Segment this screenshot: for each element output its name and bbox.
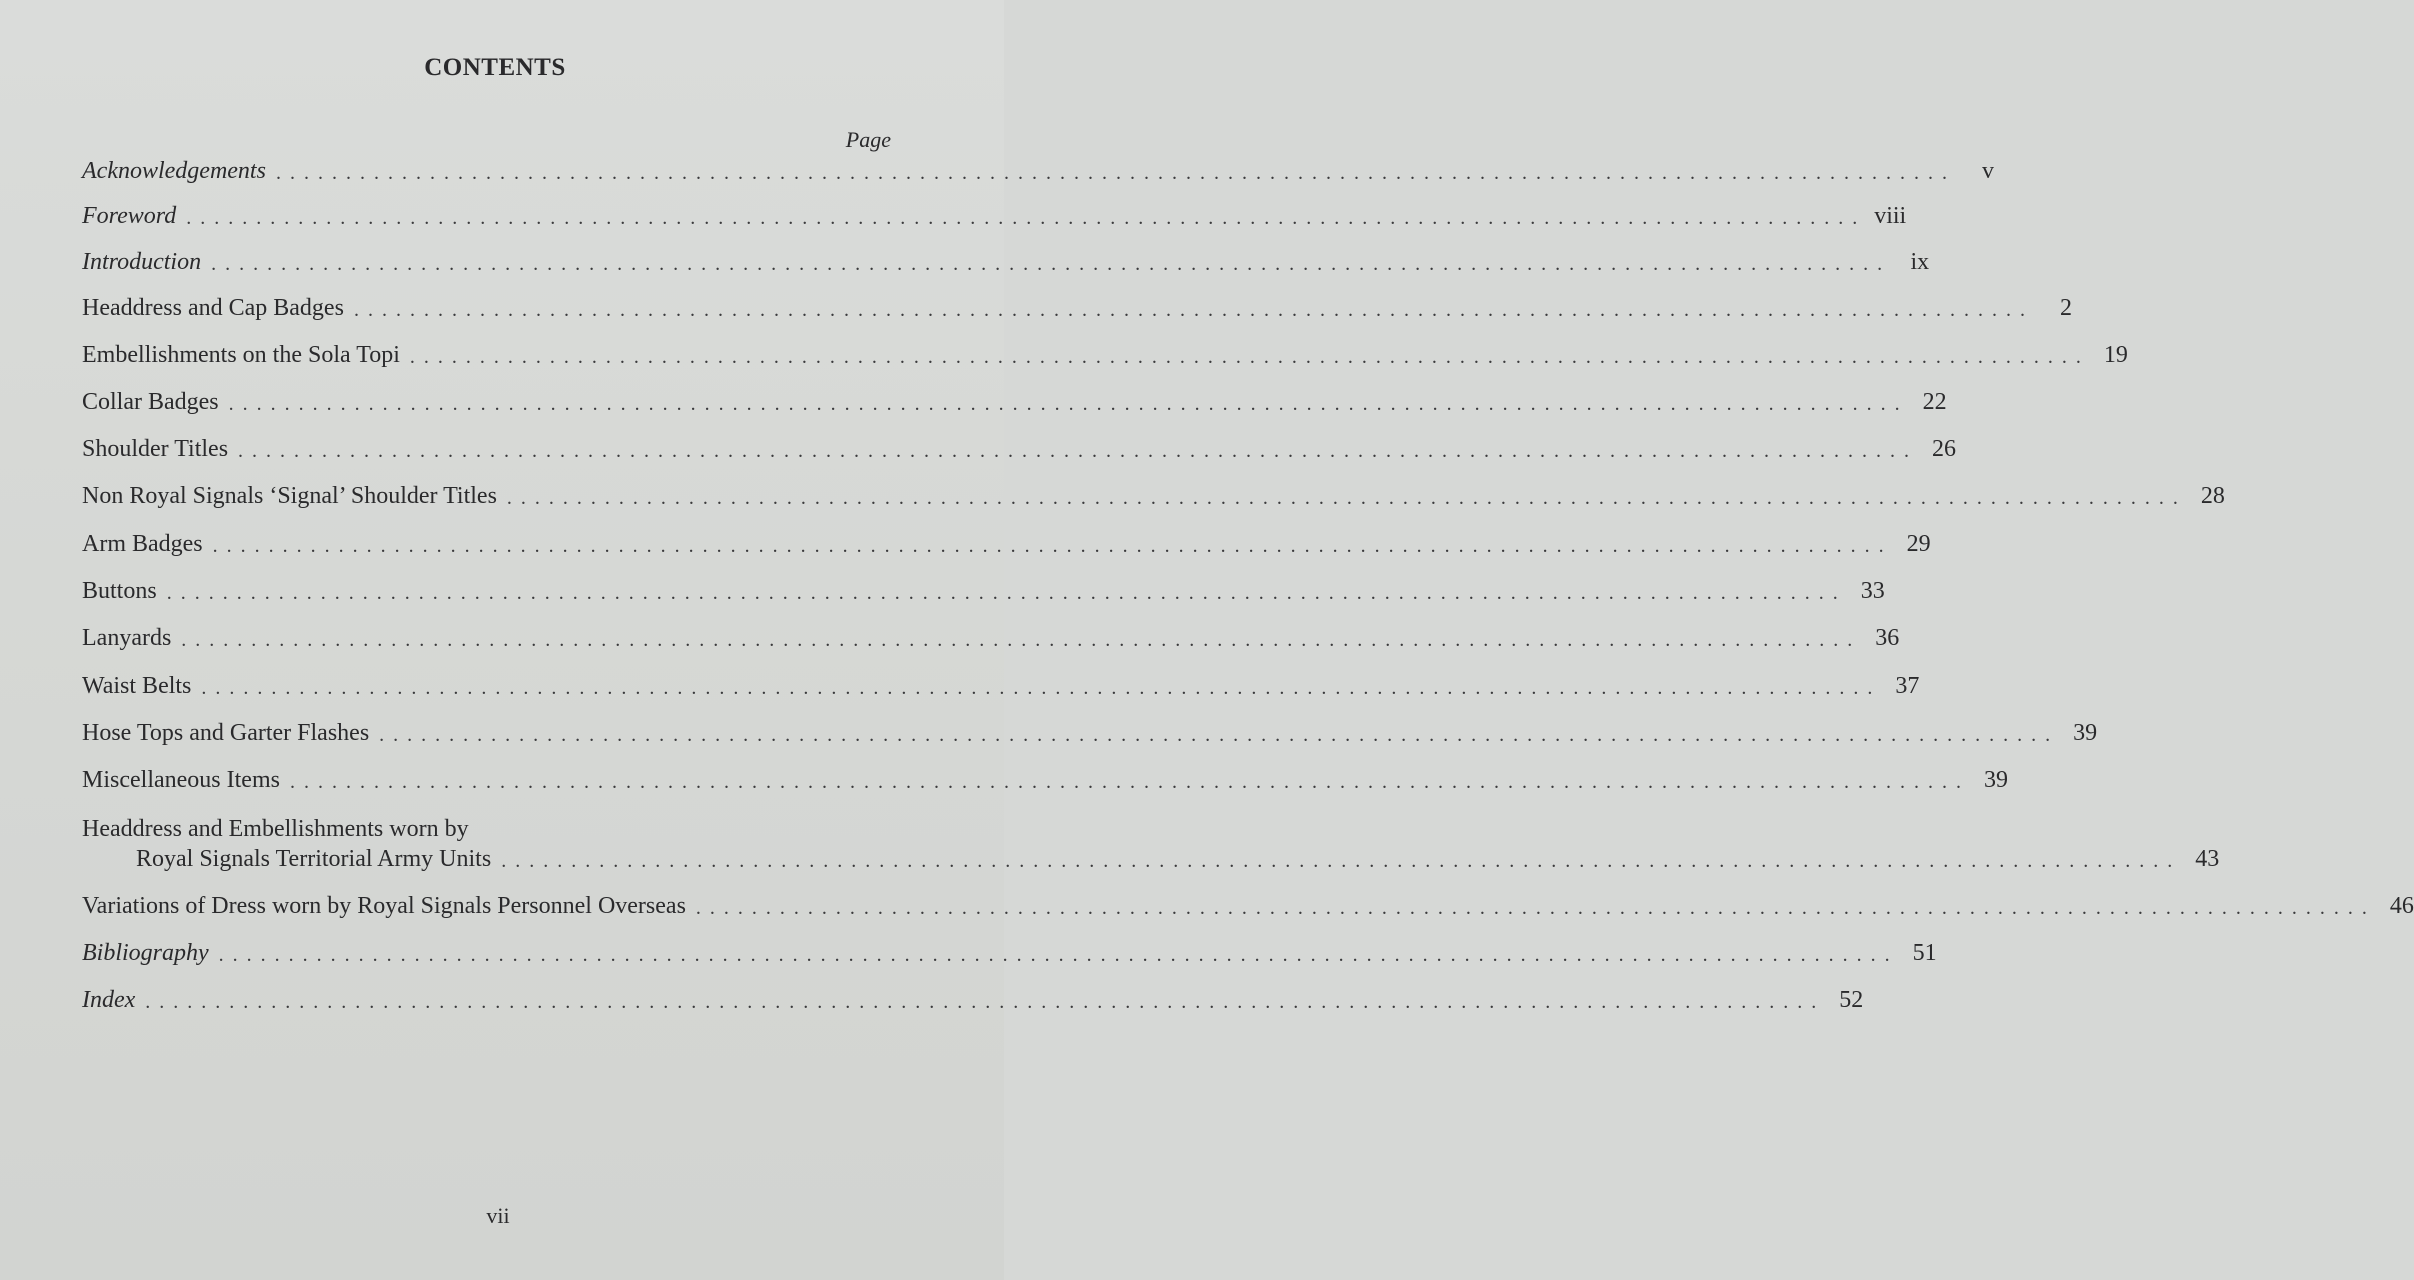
toc-entry-page: ix xyxy=(1910,249,1930,275)
page-column-heading: Page xyxy=(845,127,891,152)
toc-entry-line2 xyxy=(82,844,2220,874)
toc-entry-page: 22 xyxy=(1922,389,1947,415)
toc-entry-label: Bibliography xyxy=(82,940,209,966)
toc-entry-buttons xyxy=(82,576,1885,606)
dot-leader: ........................................................................................................................ xyxy=(145,991,1826,1013)
dot-leader: ........................................................................................................................ xyxy=(289,771,1970,793)
toc-entry-bibliography xyxy=(82,938,1937,968)
toc-entry-arm-badges xyxy=(82,529,1931,559)
toc-entry-label: Foreword xyxy=(82,203,177,229)
toc-entry-page: 52 xyxy=(1839,987,1864,1013)
toc-entry-foreword xyxy=(82,201,1907,231)
toc-entry-introduction xyxy=(82,247,1930,277)
toc-entry-page: 46 xyxy=(2389,893,2414,919)
dot-leader: ........................................................................................................................ xyxy=(501,850,2182,872)
toc-entry-page: 51 xyxy=(1912,940,1937,966)
toc-entry-page: 39 xyxy=(1983,767,2008,793)
toc-entry-label: Buttons xyxy=(82,578,157,604)
toc-entry-page: 33 xyxy=(1860,578,1885,604)
toc-entry-signal-shoulder-titles xyxy=(82,481,2225,511)
toc-entry-index xyxy=(82,985,1864,1015)
toc-entry-label: Shoulder Titles xyxy=(82,436,229,462)
toc-entry-label: Non Royal Signals ‘Signal’ Shoulder Titles xyxy=(82,483,497,509)
toc-entry-label-line1: Headdress and Embellishments worn by xyxy=(82,816,469,842)
toc-entry-label: Acknowledgements xyxy=(82,158,266,184)
dot-leader: ........................................................................................................................ xyxy=(238,440,1919,462)
dot-leader: ........................................................................................................................ xyxy=(201,677,1882,699)
toc-entry-page: 43 xyxy=(2195,846,2220,872)
toc-entry-waist-belts xyxy=(82,671,1920,701)
toc-entry-label: Embellishments on the Sola Topi xyxy=(82,342,400,368)
toc-entry-label: Headdress and Cap Badges xyxy=(82,295,344,321)
dot-leader: ........................................................................................................................ xyxy=(379,724,2060,746)
toc-entry-label: Arm Badges xyxy=(82,531,203,557)
toc-entry-label: Collar Badges xyxy=(82,389,219,415)
toc-entry-page: 19 xyxy=(2103,342,2128,368)
toc-entry-lanyards xyxy=(82,623,1900,653)
toc-entry-miscellaneous xyxy=(82,765,2008,795)
toc-entry-label: Lanyards xyxy=(82,625,172,651)
toc-entry-sola-topi xyxy=(82,340,2128,370)
toc-entry-page: 39 xyxy=(2073,720,2098,746)
toc-entry-territorial-army xyxy=(82,814,2220,874)
toc-entry-hose-tops xyxy=(82,718,2098,748)
dot-leader: ........................................................................................................................ xyxy=(506,487,2187,509)
toc-entry-label: Waist Belts xyxy=(82,673,192,699)
dot-leader: ........................................................................................................................ xyxy=(186,207,1867,229)
toc-entry-headdress-cap-badges xyxy=(82,293,2072,323)
dot-leader: ........................................................................................................................ xyxy=(353,299,2034,321)
dot-leader: ........................................................................................................................ xyxy=(212,535,1893,557)
dot-leader: ........................................................................................................................ xyxy=(211,253,1892,275)
toc-entry-page: 28 xyxy=(2200,483,2225,509)
toc-entry-page: viii xyxy=(1874,203,1907,229)
page-number: vii xyxy=(486,1203,510,1228)
toc-entry-page: 29 xyxy=(1906,531,1931,557)
dot-leader: ........................................................................................................................ xyxy=(275,162,1956,184)
toc-entry-collar-badges xyxy=(82,387,1947,417)
dot-leader: ........................................................................................................................ xyxy=(218,944,1899,966)
toc-entry-label: Index xyxy=(82,987,136,1013)
dot-leader: ........................................................................................................................ xyxy=(181,629,1862,651)
toc-entry-page: 37 xyxy=(1895,673,1920,699)
toc-entry-label-line2: Royal Signals Territorial Army Units xyxy=(136,846,492,872)
toc-entry-page: v xyxy=(1981,158,1994,184)
dot-leader: ........................................................................................................................ xyxy=(409,346,2090,368)
toc-entry-page: 36 xyxy=(1875,625,1900,651)
toc-entry-page: 26 xyxy=(1932,436,1957,462)
toc-entry-label: Miscellaneous Items xyxy=(82,767,280,793)
toc-entry-variations-overseas xyxy=(82,891,2414,921)
toc-entry-shoulder-titles xyxy=(82,434,1957,464)
page-title: CONTENTS xyxy=(424,54,566,81)
toc-entry-label: Variations of Dress worn by Royal Signals Personnel Overseas xyxy=(82,893,686,919)
dot-leader: ........................................................................................................................ xyxy=(228,393,1909,415)
dot-leader: ........................................................................................................................ xyxy=(695,897,2376,919)
toc-entry-acknowledgements xyxy=(82,156,1994,186)
toc-entry-label: Hose Tops and Garter Flashes xyxy=(82,720,370,746)
toc-entry-label: Introduction xyxy=(82,249,202,275)
dot-leader: ........................................................................................................................ xyxy=(166,582,1847,604)
toc-entry-page: 2 xyxy=(2059,295,2072,321)
